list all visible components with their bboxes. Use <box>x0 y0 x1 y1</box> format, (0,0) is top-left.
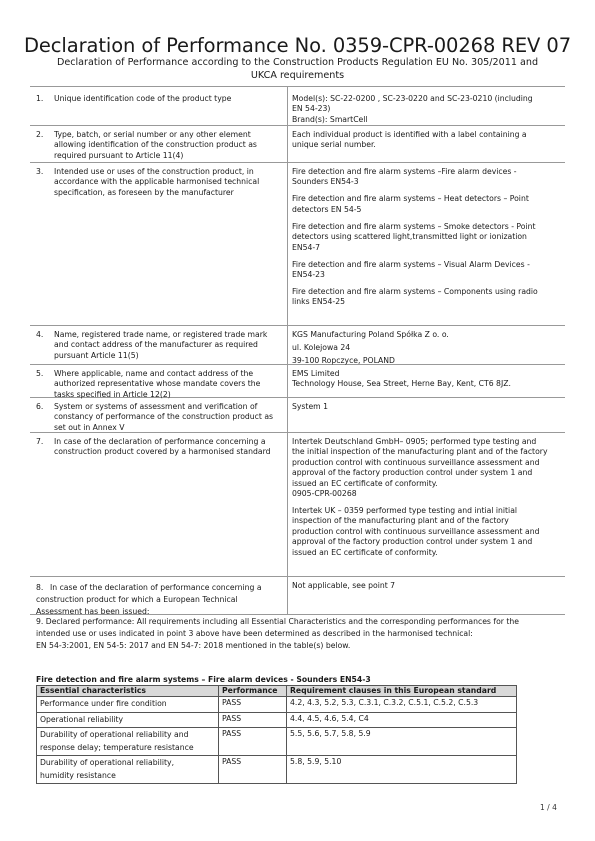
item-description-line: Name, registered trade name, or registered trade mark <box>54 330 268 339</box>
item-value-line: System 1 <box>292 402 329 411</box>
document-title: Declaration of Performance No. 0359-CPR-00268 REV 07 <box>23 34 572 57</box>
column-header: Requirement clauses in this European standard <box>287 686 517 697</box>
performance-table-row <box>37 712 517 728</box>
performance-cell: PASS <box>219 712 287 728</box>
characteristic-line: response delay; temperature resistance <box>40 742 194 752</box>
item-number: 1. <box>36 94 44 103</box>
characteristic-line: humidity resistance <box>40 770 116 780</box>
characteristic-line: Durability of operational reliability, <box>40 758 175 768</box>
characteristic-line: Durability of operational reliability and <box>40 730 189 740</box>
item-value-line: detectors EN 54-5 <box>292 204 362 214</box>
item-value-line: production control with continuous surveillance assessment and <box>292 457 540 467</box>
item-value-line: Fire detection and fire alarm systems –Fire alarm devices - <box>292 167 517 176</box>
item-description-line: construction product covered by a harmonised standard <box>54 447 271 457</box>
item-value-line: 39-100 Ropczyce, POLAND <box>292 356 395 365</box>
subtitle-line: Declaration of Performance according to the Construction Products Regulation EU No. 305/2011 and <box>56 57 539 68</box>
item-value-line: detectors using scattered light,transmitted light or ionization <box>292 232 527 242</box>
item-number: 8. <box>36 583 44 592</box>
item-value-line: 0905-CPR-00268 <box>292 489 357 498</box>
item-value-line: Not applicable, see point 7 <box>292 581 396 590</box>
item-description-line: required pursuant to Article 11(4) <box>54 150 184 160</box>
column-divider <box>287 86 288 614</box>
item-value-line: EN 54-23) <box>292 104 331 114</box>
performance-table-header-row <box>37 686 517 697</box>
item-value-line: Intertek Deutschland GmbH– 0905; performed type testing and <box>292 437 537 446</box>
column-header: Performance <box>219 686 287 697</box>
column-header: Essential characteristics <box>37 686 219 697</box>
point-9-line: 9. Declared performance: All requirements including all Essential Characteristics and the corresponding performances for the <box>36 617 520 626</box>
item-value-line: issued an EC certificate of conformity. <box>292 478 438 488</box>
item-value-line: ul. Kolejowa 24 <box>292 343 351 352</box>
item-value-line: Fire detection and fire alarm systems – Components using radio <box>292 287 538 296</box>
item-value-line: unique serial number. <box>292 140 376 150</box>
item-value-line: Brand(s): SmartCell <box>292 114 368 124</box>
item-description-line: construction product for which a European Technical <box>36 595 238 604</box>
item-value-line: Fire detection and fire alarm systems – Heat detectors – Point <box>292 194 529 204</box>
item-description-line: and contact address of the manufacturer as required <box>54 340 258 350</box>
characteristic-cell <box>37 712 219 728</box>
performance-cell: PASS <box>219 728 287 756</box>
item-description-line: Intended use or uses of the construction product, in <box>54 167 254 176</box>
page-number: 1 / 4 <box>540 803 557 812</box>
item-value-line: Fire detection and fire alarm systems – Visual Alarm Devices - <box>292 259 530 269</box>
item-description-line: constancy of performance of the construction product as <box>54 412 274 422</box>
subtitle-line: UKCA requirements <box>250 69 345 81</box>
item-number: 5. <box>36 369 44 378</box>
item-value-line: Model(s): SC-22-0200 , SC-23-0220 and SC-23-0210 (including <box>292 94 533 103</box>
item-value-line: Each individual product is identified with a label containing a <box>292 130 527 139</box>
item-description-line: specification, as foreseen by the manufacturer <box>54 187 234 197</box>
item-number: 3. <box>36 167 44 176</box>
item-number: 7. <box>36 437 44 446</box>
performance-cell: PASS <box>219 697 287 713</box>
item-description-line: pursuant Article 11(5) <box>54 350 139 360</box>
item-value-line: approval of the factory production control under system 1 and <box>292 537 533 547</box>
item-number: 6. <box>36 402 44 411</box>
performance-table-row <box>37 728 517 756</box>
item-value-line: Fire detection and fire alarm systems – Smoke detectors - Point <box>292 221 536 231</box>
row-separator <box>30 162 565 163</box>
item-value-line: the initial inspection of the manufacturing plant and of the factory <box>292 447 548 457</box>
item-description-line: allowing identification of the construction product as <box>54 140 257 150</box>
item-description-line: Type, batch, or serial number or any other element <box>54 130 251 139</box>
characteristic-line: Operational reliability <box>40 714 124 724</box>
item-value-line: issued an EC certificate of conformity. <box>292 547 438 557</box>
item-value-line: links EN54-25 <box>292 297 345 307</box>
item-description-line: accordance with the applicable harmonised technical <box>54 177 260 187</box>
performance-table-row <box>37 697 517 713</box>
item-value-line: production control with continuous surveillance assessment and <box>292 526 540 536</box>
item-description-line: In case of the declaration of performance concerning a <box>50 583 262 592</box>
table-top-rule <box>30 86 565 87</box>
requirement-clauses-cell: 5.5, 5.6, 5.7, 5.8, 5.9 <box>287 728 517 756</box>
performance-cell: PASS <box>219 756 287 784</box>
characteristic-cell <box>37 756 219 784</box>
point-9-line: EN 54-3:2001, EN 54-5: 2017 and EN 54-7: 2018 mentioned in the table(s) below. <box>36 641 351 650</box>
requirement-clauses-cell: 4.4, 4.5, 4.6, 5.4, C4 <box>287 712 517 728</box>
row-separator <box>30 325 565 326</box>
item-description-line: authorized representative whose mandate covers the <box>54 379 261 389</box>
item-value-line: KGS Manufacturing Poland Spółka Z o. o. <box>292 330 449 339</box>
item-value-line: approval of the factory production control under system 1 and <box>292 468 533 478</box>
item-value-line: Technology House, Sea Street, Herne Bay, Kent, CT6 8JZ. <box>292 379 511 389</box>
item-description-line: tasks specified in Article 12(2) <box>54 389 171 399</box>
item-number: 2. <box>36 130 44 139</box>
item-description-line: System or systems of assessment and verification of <box>54 402 258 411</box>
point-9-line: intended use or uses indicated in point 3 above have been determined as described in the harmonised technical: <box>36 629 473 638</box>
requirement-clauses-cell: 4.2, 4.3, 5.2, 5.3, C.3.1, C.3.2, C.5.1, C.5.2, C.5.3 <box>287 697 517 713</box>
document-subtitle <box>30 57 565 82</box>
item-description-line: Where applicable, name and contact address of the <box>54 369 254 378</box>
characteristic-line: Performance under fire condition <box>40 699 167 709</box>
item-value-line: EMS Limited <box>292 369 340 378</box>
performance-table <box>36 685 517 784</box>
section-title: Fire detection and fire alarm systems – Fire alarm devices - Sounders EN54-3 <box>36 675 371 684</box>
item-description-line: set out in Annex V <box>54 422 125 432</box>
characteristic-cell <box>37 697 219 713</box>
item-value-line: inspection of the manufacturing plant and of the factory <box>292 516 509 526</box>
item-value-line: EN54-23 <box>292 270 325 279</box>
item-number: 4. <box>36 330 44 339</box>
item-description-line: In case of the declaration of performance concerning a <box>54 437 266 446</box>
item-value-line: EN54-7 <box>292 242 321 252</box>
row-separator <box>30 576 565 577</box>
item-value-line: Sounders EN54-3 <box>292 177 359 187</box>
performance-table-row <box>37 756 517 784</box>
item-description-line: Unique identification code of the product type <box>54 94 232 103</box>
item-description-line: Assessment has been issued: <box>36 607 150 616</box>
characteristic-cell <box>37 728 219 756</box>
item-value-line: Intertek UK – 0359 performed type testing and intial initial <box>292 506 518 515</box>
requirement-clauses-cell: 5.8, 5.9, 5.10 <box>287 756 517 784</box>
